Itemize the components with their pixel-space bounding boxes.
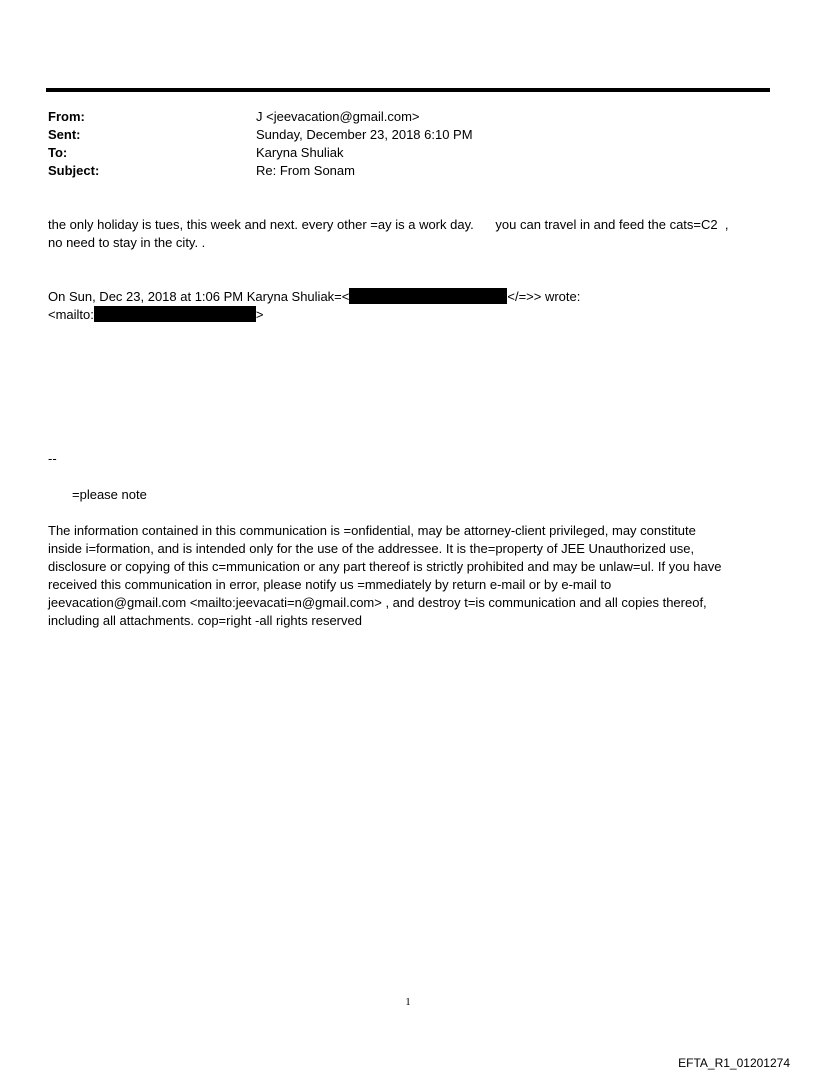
disclaimer-line: disclosure or copying of this c=mmunication or any part thereof is strictly prohibited and may be unlaw=ul. If you have <box>48 559 722 574</box>
to-label: To: <box>48 145 68 160</box>
message-line: no need to stay in the city. . <box>48 235 206 250</box>
sent-label: Sent: <box>48 127 81 142</box>
signature-note: =please note <box>72 487 147 502</box>
subject-value: Re: From Sonam <box>256 163 355 178</box>
message-line: the only holiday is tues, this week and next. every other =ay is a work day. you can travel in and feed the cats=C2 , <box>48 217 729 232</box>
email-header <box>48 108 748 180</box>
quoted-intro <box>48 288 768 324</box>
redaction-block <box>94 306 256 322</box>
from-row <box>48 108 748 126</box>
redaction-block <box>349 288 507 304</box>
page-number: 1 <box>405 996 411 1008</box>
disclaimer-line: The information contained in this communication is =onfidential, may be attorney-client privileged, may constitute <box>48 523 696 538</box>
signature-separator: -- <box>48 451 57 466</box>
disclaimer-line: inside i=formation, and is intended only for the use of the addressee. It is the=property of JEE Unauthorized use, <box>48 541 695 556</box>
document-id: EFTA_R1_01201274 <box>678 1056 790 1070</box>
from-value: J <jeevacation@gmail.com> <box>256 109 420 124</box>
subject-row <box>48 162 748 180</box>
from-label: From: <box>48 109 85 124</box>
sent-value: Sunday, December 23, 2018 6:10 PM <box>256 127 473 142</box>
confidentiality-disclaimer <box>48 522 760 630</box>
disclaimer-line: received this communication in error, please notify us =mmediately by return e-mail or by e-mail to <box>48 577 612 592</box>
to-value: Karyna Shuliak <box>256 145 344 160</box>
disclaimer-line: jeevacation@gmail.com <mailto:jeevacati=n@gmail.com> , and destroy t=is communication and all copies thereof, <box>48 595 707 610</box>
quote-intro-prefix: On Sun, Dec 23, 2018 at 1:06 PM Karyna Shuliak=< <box>48 289 350 304</box>
header-rule <box>46 88 770 92</box>
disclaimer-line: including all attachments. cop=right -all rights reserved <box>48 613 362 628</box>
message-body <box>48 216 768 252</box>
quote-mailto-line <box>48 306 768 324</box>
quote-intro-line <box>48 288 768 306</box>
subject-label: Subject: <box>48 163 100 178</box>
quote-mailto-suffix: > <box>255 307 264 322</box>
to-row <box>48 144 748 162</box>
sent-row <box>48 126 748 144</box>
quote-mailto-prefix: <mailto: <box>48 307 94 322</box>
quote-intro-suffix: </=>> wrote: <box>507 289 581 304</box>
